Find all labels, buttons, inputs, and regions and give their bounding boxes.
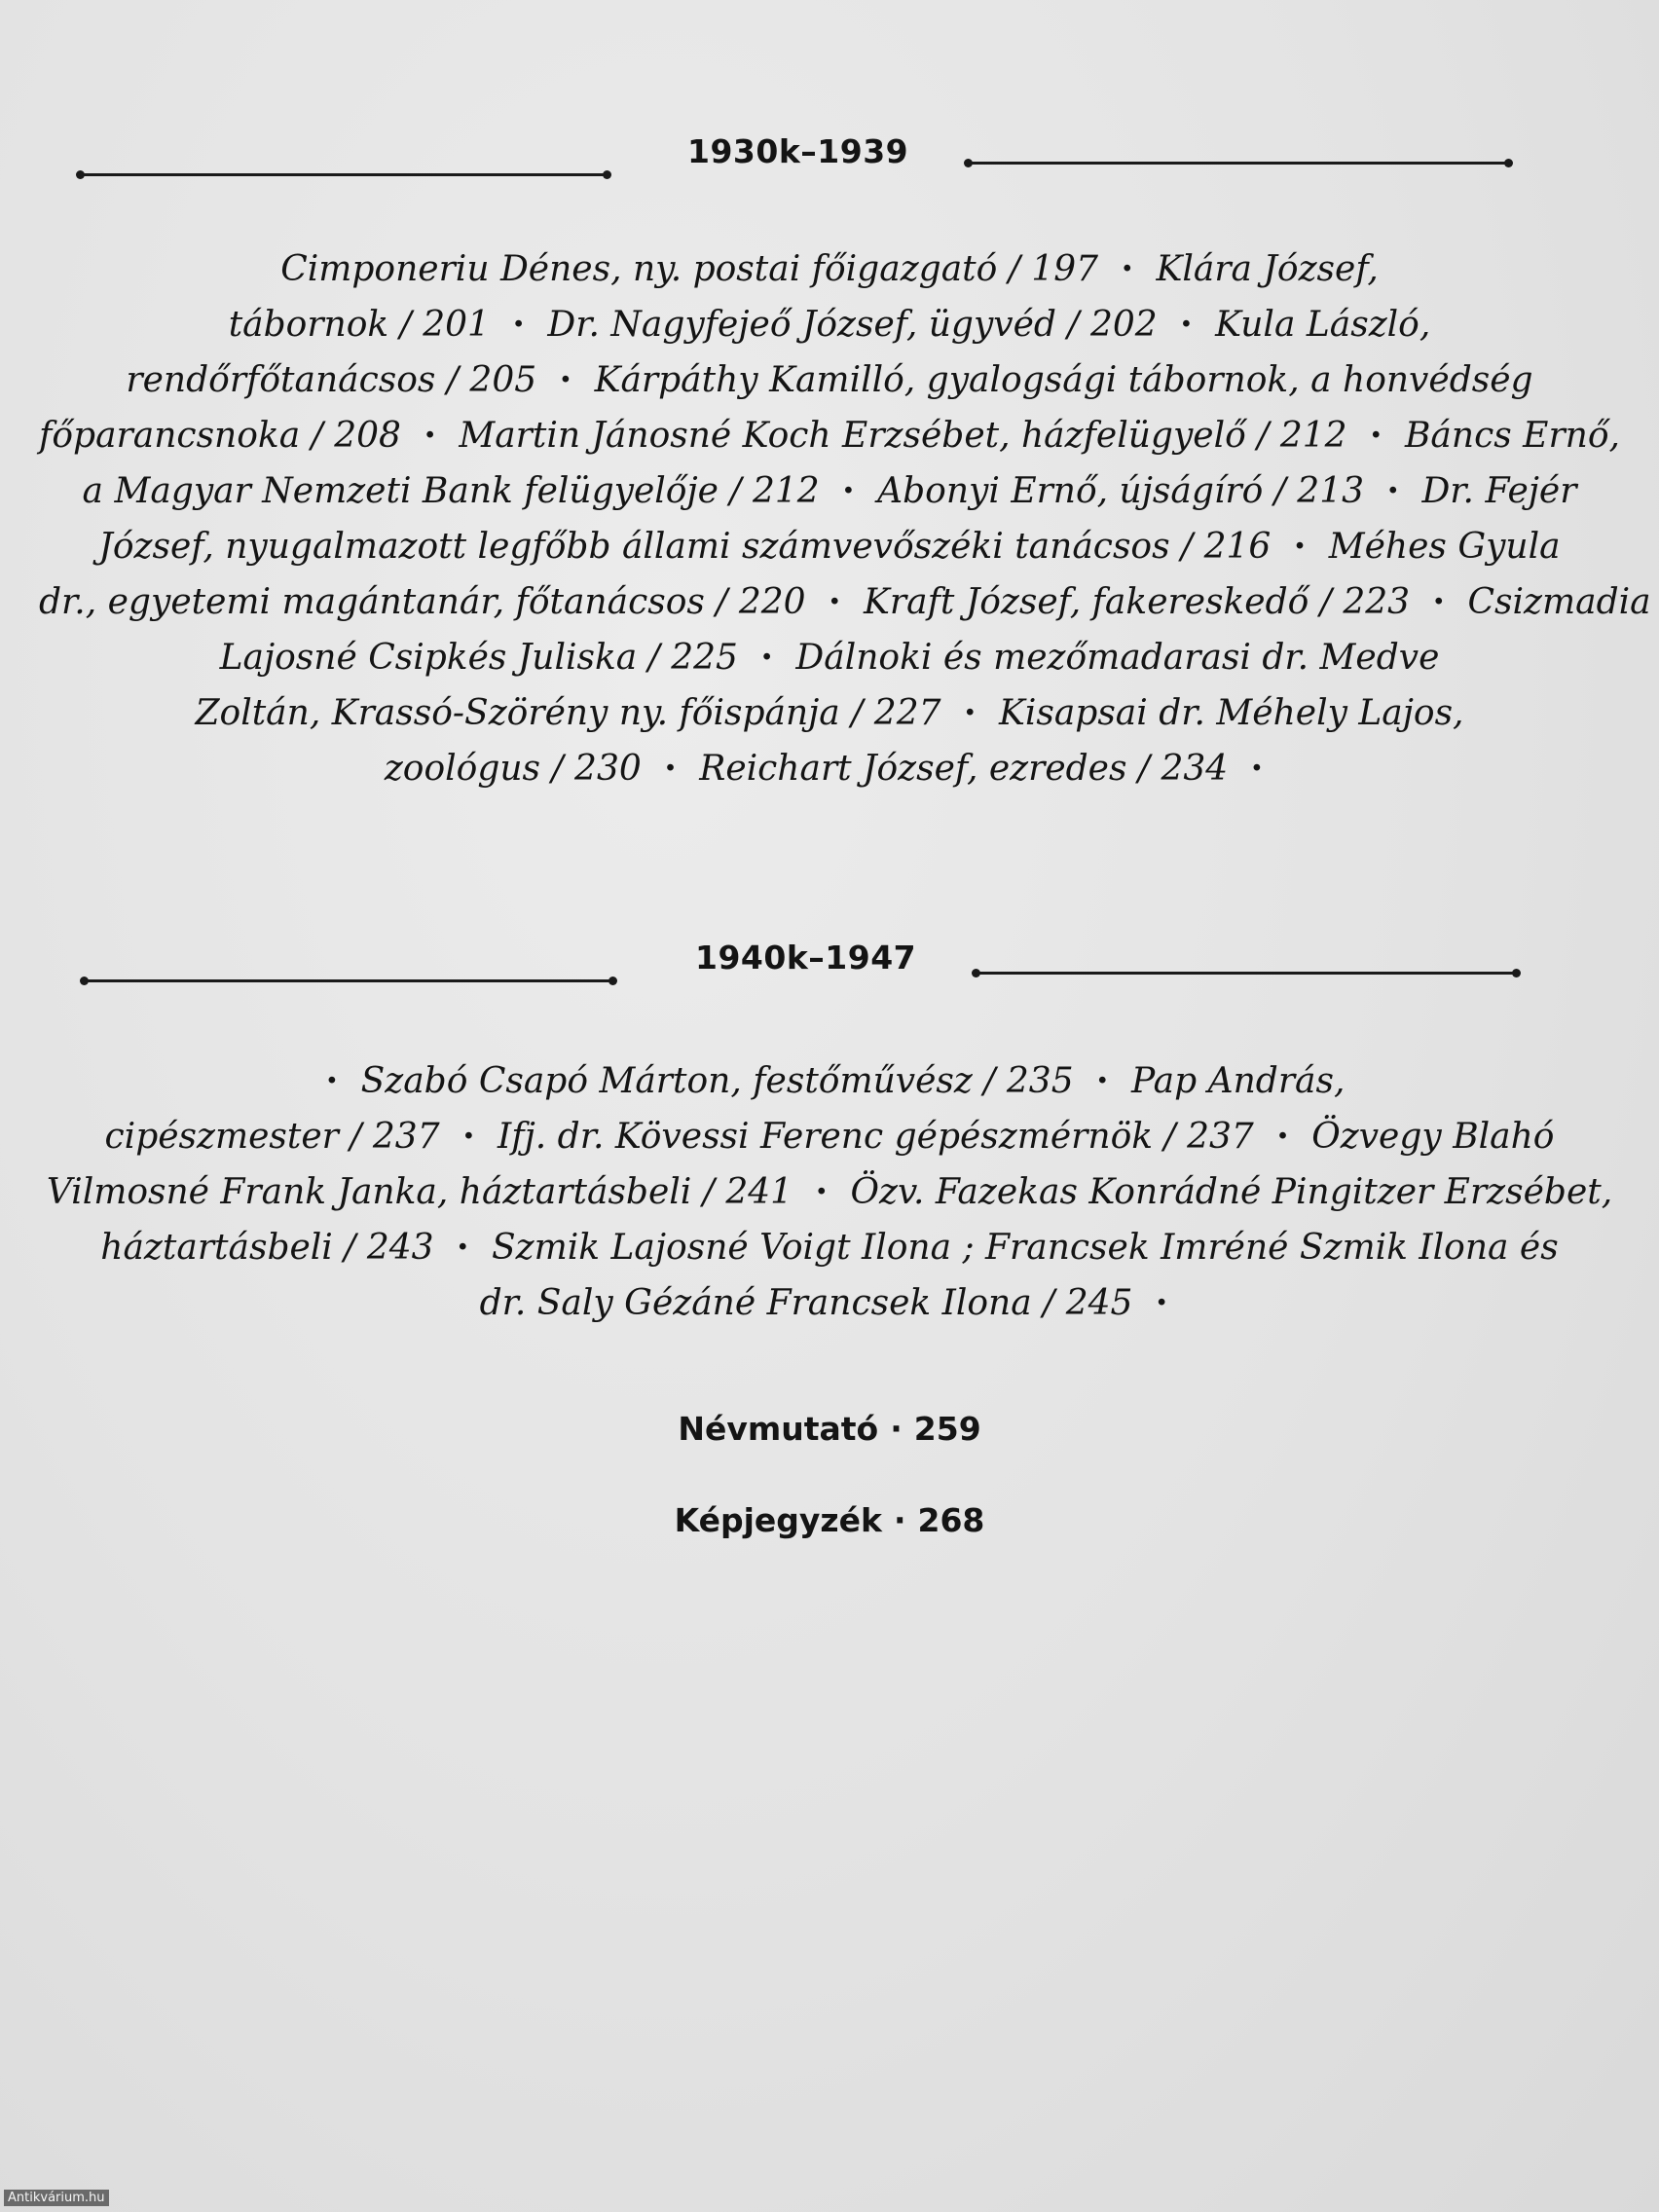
entry-separator: · xyxy=(512,304,525,345)
entry-line: Cimponeriu Dénes, ny. postai főigazgató / 197 · Klára József, xyxy=(280,248,1379,289)
entry-line: rendőrfőtanácsos / 205 · Kárpáthy Kamilló, gyalogsági tábornok, a honvédség xyxy=(126,359,1533,400)
section-entries-1930 xyxy=(39,241,1651,796)
entry-separator: · xyxy=(457,1227,469,1268)
name-index-label: Névmutató xyxy=(678,1410,879,1448)
entry-separator: · xyxy=(1250,748,1264,789)
index-separator: · xyxy=(893,1501,906,1539)
section-title: 1940k–1947 xyxy=(695,939,917,977)
entry-separator: · xyxy=(1121,248,1134,289)
name-index-page: 259 xyxy=(913,1410,981,1448)
entry-separator: · xyxy=(815,1171,829,1212)
header-rule-left xyxy=(84,979,613,982)
entry-separator: · xyxy=(829,581,841,622)
image-index-label: Képjegyzék xyxy=(674,1501,882,1539)
header-rule-right xyxy=(968,162,1509,165)
entry-separator: · xyxy=(963,692,977,733)
section-entries-1940 xyxy=(39,1053,1620,1331)
entry-line: · Szabó Csapó Márton, festőművész / 235 · Pap András, xyxy=(39,1053,1620,1109)
section-title: 1930k–1939 xyxy=(687,132,909,170)
entry-line: Zoltán, Krassó-Szörény ny. főispánja / 227 · Kisapsai dr. Méhely Lajos, xyxy=(195,692,1464,733)
entry-separator: · xyxy=(664,748,677,789)
entry-separator: · xyxy=(1293,526,1307,567)
entry-line: zoológus / 230 · Reichart József, ezredes / 234 · xyxy=(39,741,1620,796)
entry-separator: · xyxy=(1155,1282,1168,1323)
entry-separator: · xyxy=(325,1060,339,1101)
entry-line: tábornok / 201 · Dr. Nagyfejeő József, ügyvéd / 202 · Kula László, xyxy=(228,304,1431,345)
entry-line: dr., egyetemi magántanár, főtanácsos / 220 · Kraft József, fakereskedő / 223 · Csizmadia xyxy=(39,581,1651,622)
entry-line: főparancsnoka / 208 · Martin Jánosné Koch Erzsébet, házfelügyelő / 212 · Báncs Ernő, xyxy=(39,415,1620,456)
entry-separator: · xyxy=(760,637,773,678)
entry-separator: · xyxy=(1432,581,1446,622)
index-separator: · xyxy=(890,1410,903,1448)
entry-separator: · xyxy=(559,359,572,400)
entry-line: háztartásbeli / 243 · Szmik Lajosné Voigt Ilona ; Francsek Imréné Szmik Ilona és xyxy=(100,1227,1559,1268)
entry-separator: · xyxy=(462,1116,475,1157)
entry-line: a Magyar Nemzeti Bank felügyelője / 212 · Abonyi Ernő, újságíró / 213 · Dr. Fejér xyxy=(82,470,1577,511)
entry-separator: · xyxy=(424,415,436,456)
entry-separator: · xyxy=(1180,304,1193,345)
entry-line: József, nyugalmazott legfőbb állami számvevőszéki tanácsos / 216 · Méhes Gyula xyxy=(98,526,1561,567)
section-header-1930 xyxy=(0,127,1659,185)
image-index-entry xyxy=(0,1501,1659,1539)
entry-separator: · xyxy=(1096,1060,1109,1101)
section-header-1940 xyxy=(0,933,1659,991)
entry-separator: · xyxy=(1386,470,1399,511)
name-index-entry xyxy=(0,1410,1659,1448)
entry-line: dr. Saly Gézáné Francsek Ilona / 245 · xyxy=(39,1275,1620,1331)
entry-separator: · xyxy=(1276,1116,1289,1157)
header-rule-right xyxy=(976,972,1517,975)
entry-line: Lajosné Csipkés Juliska / 225 · Dálnoki és mezőmadarasi dr. Medve xyxy=(219,637,1440,678)
image-index-page: 268 xyxy=(917,1501,985,1539)
header-rule-left xyxy=(80,173,608,176)
watermark-label: Antikvárium.hu xyxy=(4,2190,109,2206)
entry-separator: · xyxy=(1369,415,1382,456)
entry-line: Vilmosné Frank Janka, háztartásbeli / 241 · Özv. Fazekas Konrádné Pingitzer Erzsébet, xyxy=(46,1171,1613,1212)
entry-separator: · xyxy=(842,470,855,511)
entry-line: cipészmester / 237 · Ifj. dr. Kövessi Ferenc gépészmérnök / 237 · Özvegy Blahó xyxy=(104,1116,1555,1157)
